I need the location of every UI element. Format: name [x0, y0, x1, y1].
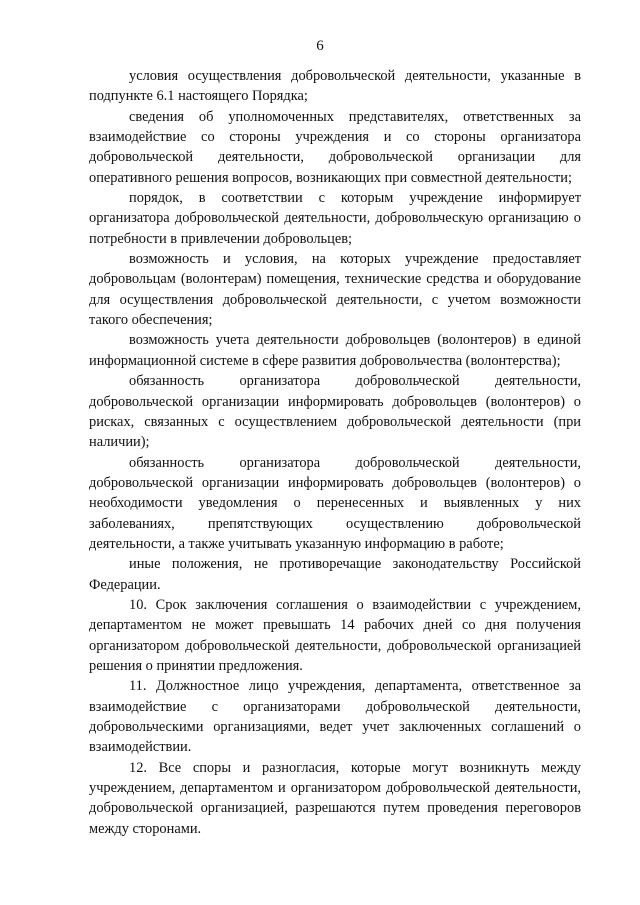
paragraph-item-10: 10. Срок заключения соглашения о взаимодействии с учреждением, департаментом не может превышать 14 рабочих дней со дня получения организатором добровольческой деятельности, добровольческой организацией решения о принятии предложения. [89, 596, 581, 674]
paragraph-premises-and-equipment: возможность и условия, на которых учреждение предоставляет добровольцам (волонтерам) помещения, технические средства и оборудование для осуществления добровольческой деятельности, с учетом возможности такого обеспечения; [89, 251, 581, 329]
page-number: 6 [316, 38, 324, 54]
paragraph-conditions-reference: условия осуществления добровольческой деятельности, указанные в подпункте 6.1 настоящего Порядка; [89, 68, 581, 105]
paragraph-authorized-representatives: сведения об уполномоченных представителях, ответственных за взаимодействие со стороны учреждения и со стороны организатора добровольческой деятельности, добровольческой организации для оперативного решения вопросов, возникающих при совместной деятельности; [89, 108, 581, 186]
document-body [89, 66, 581, 839]
paragraph-disease-notification: обязанность организатора добровольческой деятельности, добровольческой организации информировать добровольцев (волонтеров) о необходимости уведомления о перенесенных и выявленных у них заболеваниях, препятствующих осуществлению добровольческой деятельности, а также учитывать указанную информацию в работе; [89, 454, 581, 552]
paragraph-risk-information: обязанность организатора добровольческой деятельности, добровольческой организации информировать добровольцев (волонтеров) о рисках, связанных с осуществлением добровольческой деятельности (при наличии); [89, 373, 581, 451]
paragraph-item-12: 12. Все споры и разногласия, которые могут возникнуть между учреждением, департаментом и организатором добровольческой деятельности, добровольческой организацией, разрешаются путем проведения переговоров между сторонами. [89, 759, 581, 837]
paragraph-notification-procedure: порядок, в соответствии с которым учреждение информирует организатора добровольческой деятельности, добровольческую организацию о потребности в привлечении добровольцев; [89, 190, 581, 247]
paragraph-item-11: 11. Должностное лицо учреждения, департамента, ответственное за взаимодействие с организаторами добровольческой деятельности, добровольческими организациями, ведет учет заключенных соглашений о взаимодействии. [89, 678, 581, 756]
paragraph-information-system: возможность учета деятельности добровольцев (волонтеров) в единой информационной системе в сфере развития добровольчества (волонтерства); [89, 332, 581, 369]
paragraph-other-provisions: иные положения, не противоречащие законодательству Российской Федерации. [89, 556, 581, 593]
